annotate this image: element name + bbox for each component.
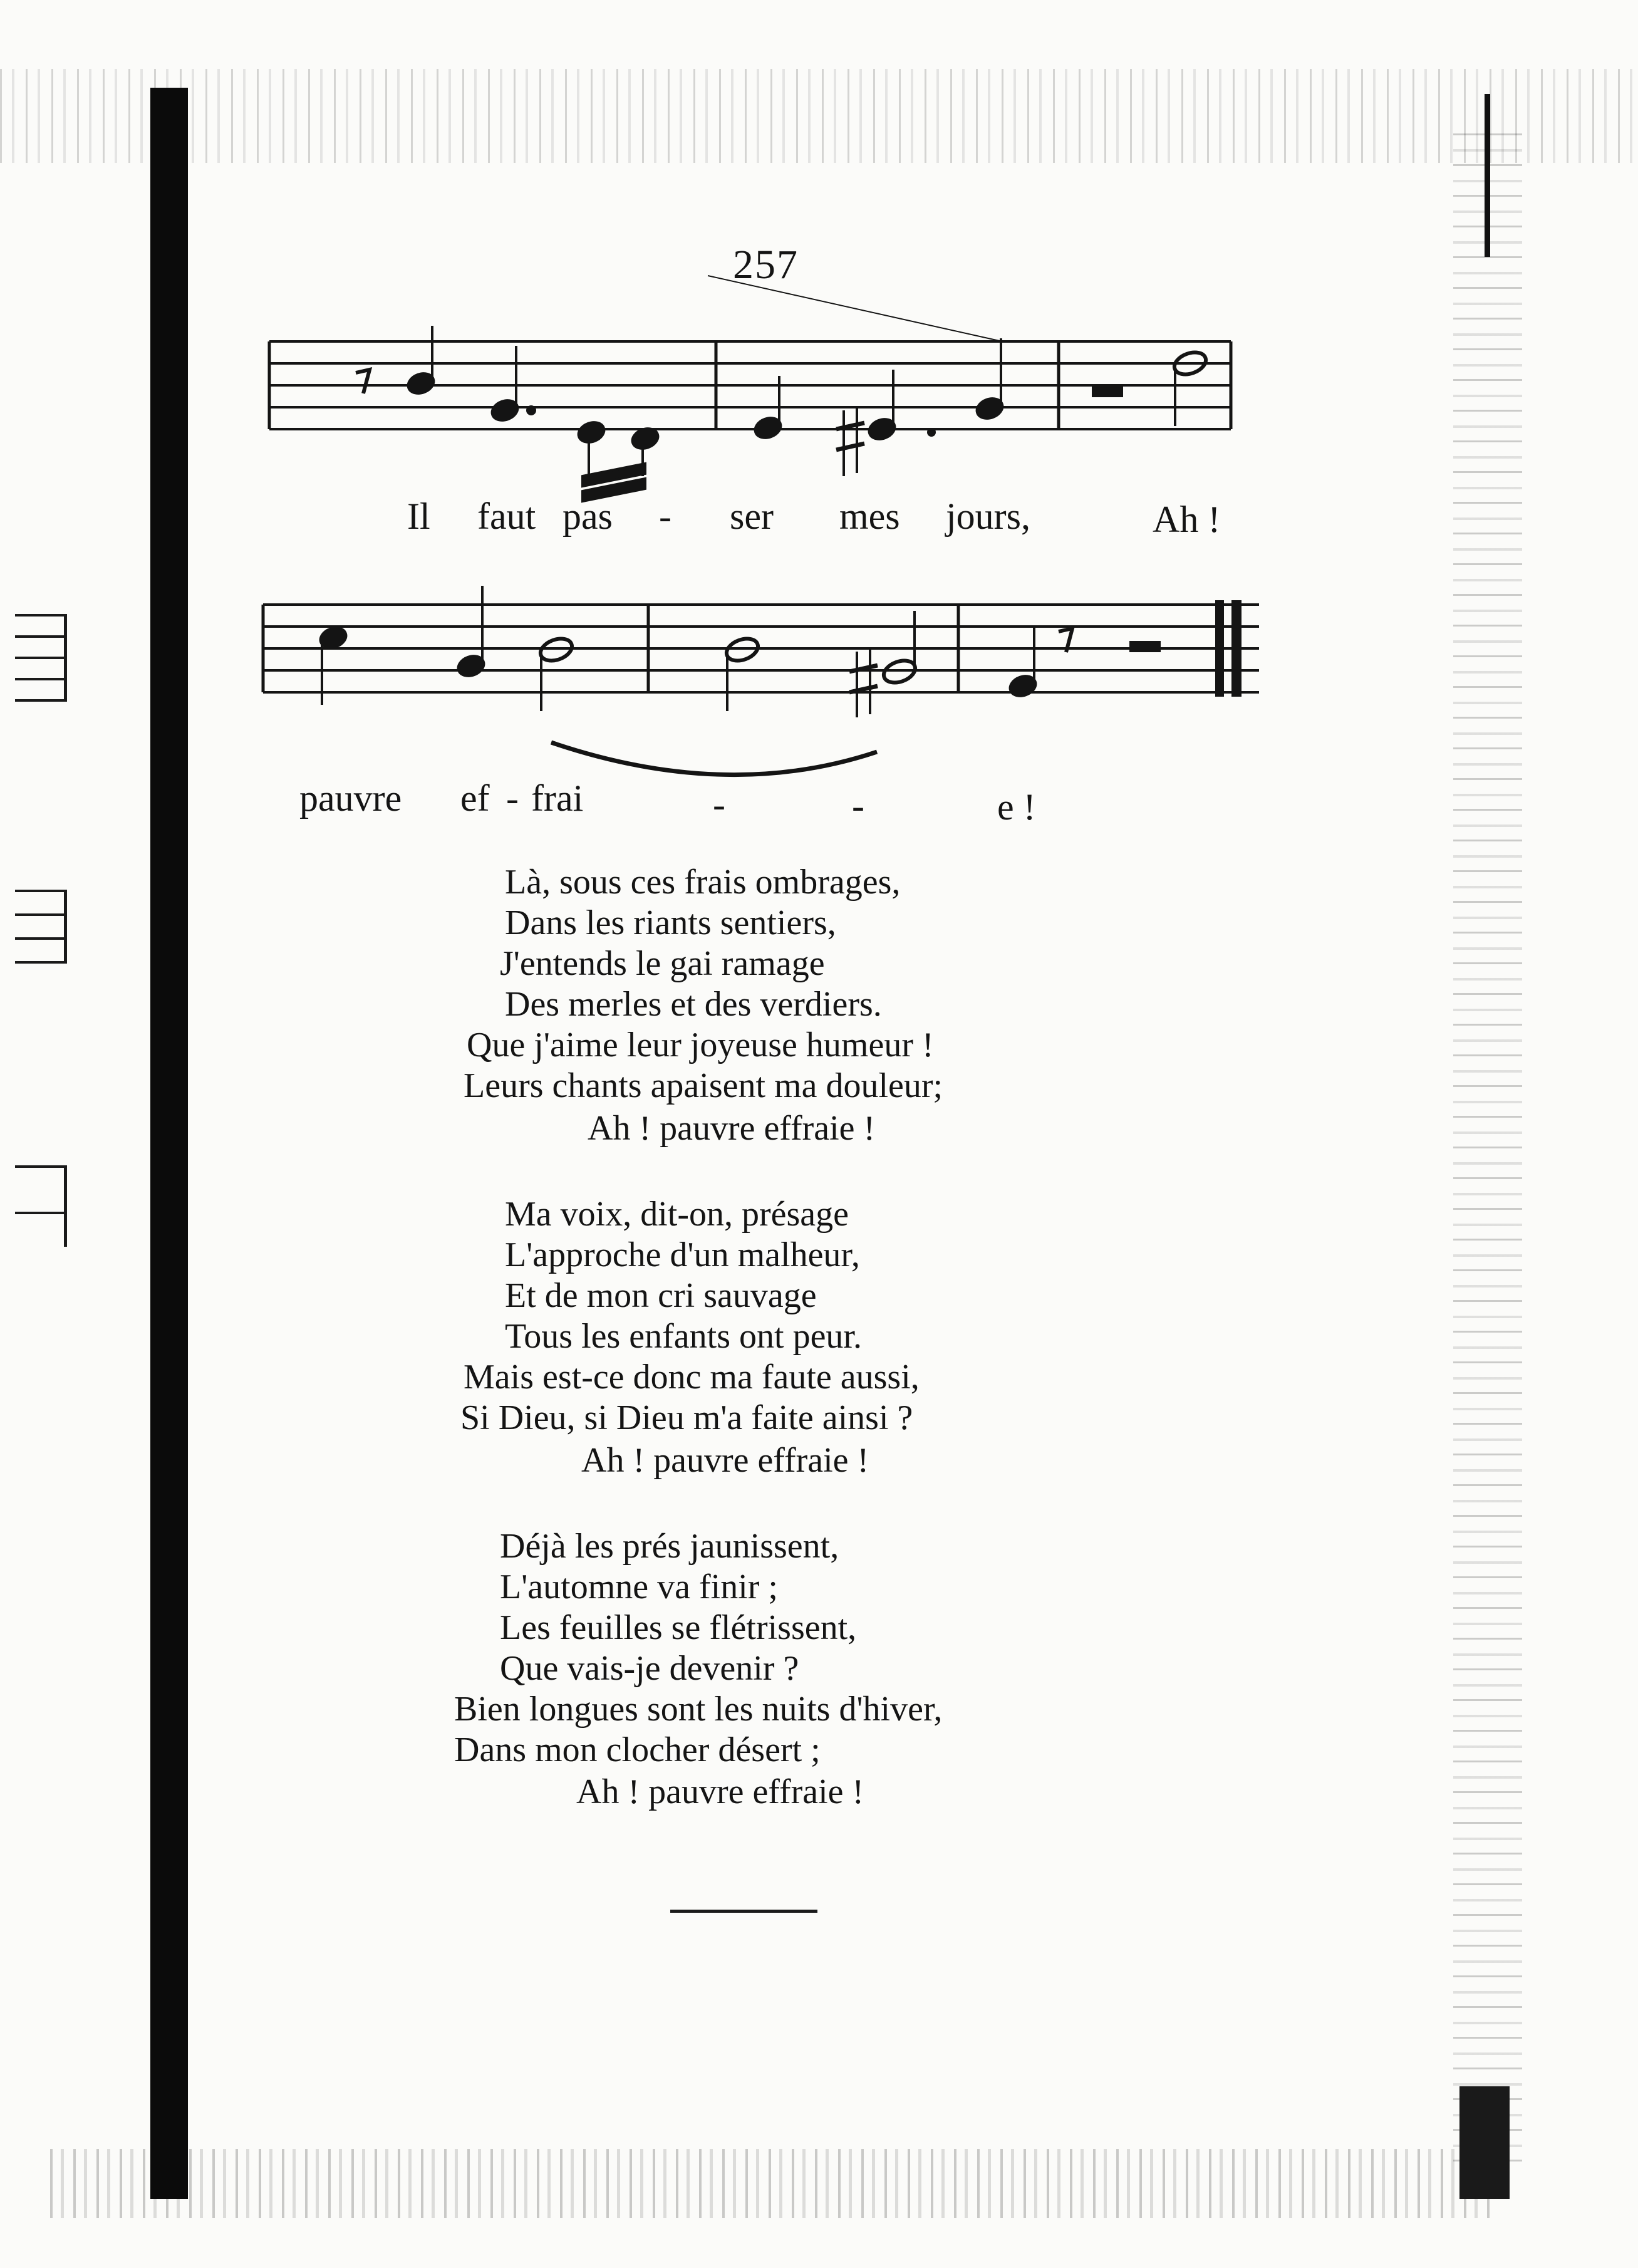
verse-line: Leurs chants apaisent ma douleur; (464, 1066, 943, 1105)
half-rest (1093, 387, 1122, 396)
verse-line: Déjà les prés jaunissent, (500, 1527, 839, 1566)
sharp-sign (836, 407, 864, 476)
verse-line: Que vais-je devenir ? (500, 1649, 799, 1688)
quarter-rest (356, 370, 370, 393)
half-rest (1131, 642, 1159, 651)
verse-line: Bien longues sont les nuits d'hiver, (454, 1690, 943, 1729)
final-barline (1215, 600, 1224, 697)
lyric-syllable: ef (460, 778, 490, 819)
lyric-syllable: frai (531, 778, 584, 819)
verse-refrain: Ah ! pauvre effraie ! (581, 1441, 869, 1480)
lyric-syllable: mes (839, 496, 900, 537)
verse-line: L'approche d'un malheur, (505, 1235, 860, 1274)
verse-line: Ma voix, dit-on, présage (505, 1195, 849, 1234)
lyric-hyphen: - (713, 784, 725, 825)
verse-line: J'entends le gai ramage (500, 944, 825, 983)
lyric-syllable: Il (407, 496, 430, 537)
verse-line: Mais est-ce donc ma faute aussi, (464, 1358, 920, 1397)
page-number: 257 (733, 242, 799, 288)
verse-line: Des merles et des verdiers. (505, 985, 882, 1024)
verse-line: Et de mon cri sauvage (505, 1276, 817, 1315)
lyric-syllable: jours, (946, 496, 1030, 537)
verse-line: Si Dieu, si Dieu m'a faite ainsi ? (460, 1398, 913, 1437)
staff-2 (263, 605, 1259, 692)
slur (551, 742, 877, 775)
lyric-syllable: pauvre (299, 778, 402, 819)
final-barline-thick (1231, 600, 1241, 697)
verse-line: Que j'aime leur joyeuse humeur ! (467, 1026, 934, 1064)
lyric-syllable: pas (562, 496, 613, 537)
verse-line: Tous les enfants ont peur. (505, 1317, 862, 1356)
verse-line: Dans mon clocher désert ; (454, 1730, 821, 1769)
verse-line: L'automne va finir ; (500, 1568, 778, 1606)
lyric-syllable: Ah ! (1153, 499, 1221, 540)
lyric-hyphen: - (659, 496, 671, 537)
verse-line: Dans les riants sentiers, (505, 903, 836, 942)
lyric-syllable: ser (730, 496, 774, 537)
lyric-hyphen: - (852, 785, 864, 826)
note-head (576, 419, 607, 446)
lyric-syllable: faut (477, 496, 536, 537)
verse-line: Les feuilles se flétrissent, (500, 1608, 857, 1647)
end-rule (670, 1910, 817, 1913)
verse-line: Là, sous ces frais ombrages, (505, 863, 901, 902)
lyric-hyphen: - (506, 778, 519, 819)
lyric-syllable: e ! (997, 786, 1036, 828)
verse-refrain: Ah ! pauvre effraie ! (576, 1772, 864, 1811)
verse-refrain: Ah ! pauvre effraie ! (588, 1109, 876, 1148)
sharp-sign (849, 648, 878, 717)
